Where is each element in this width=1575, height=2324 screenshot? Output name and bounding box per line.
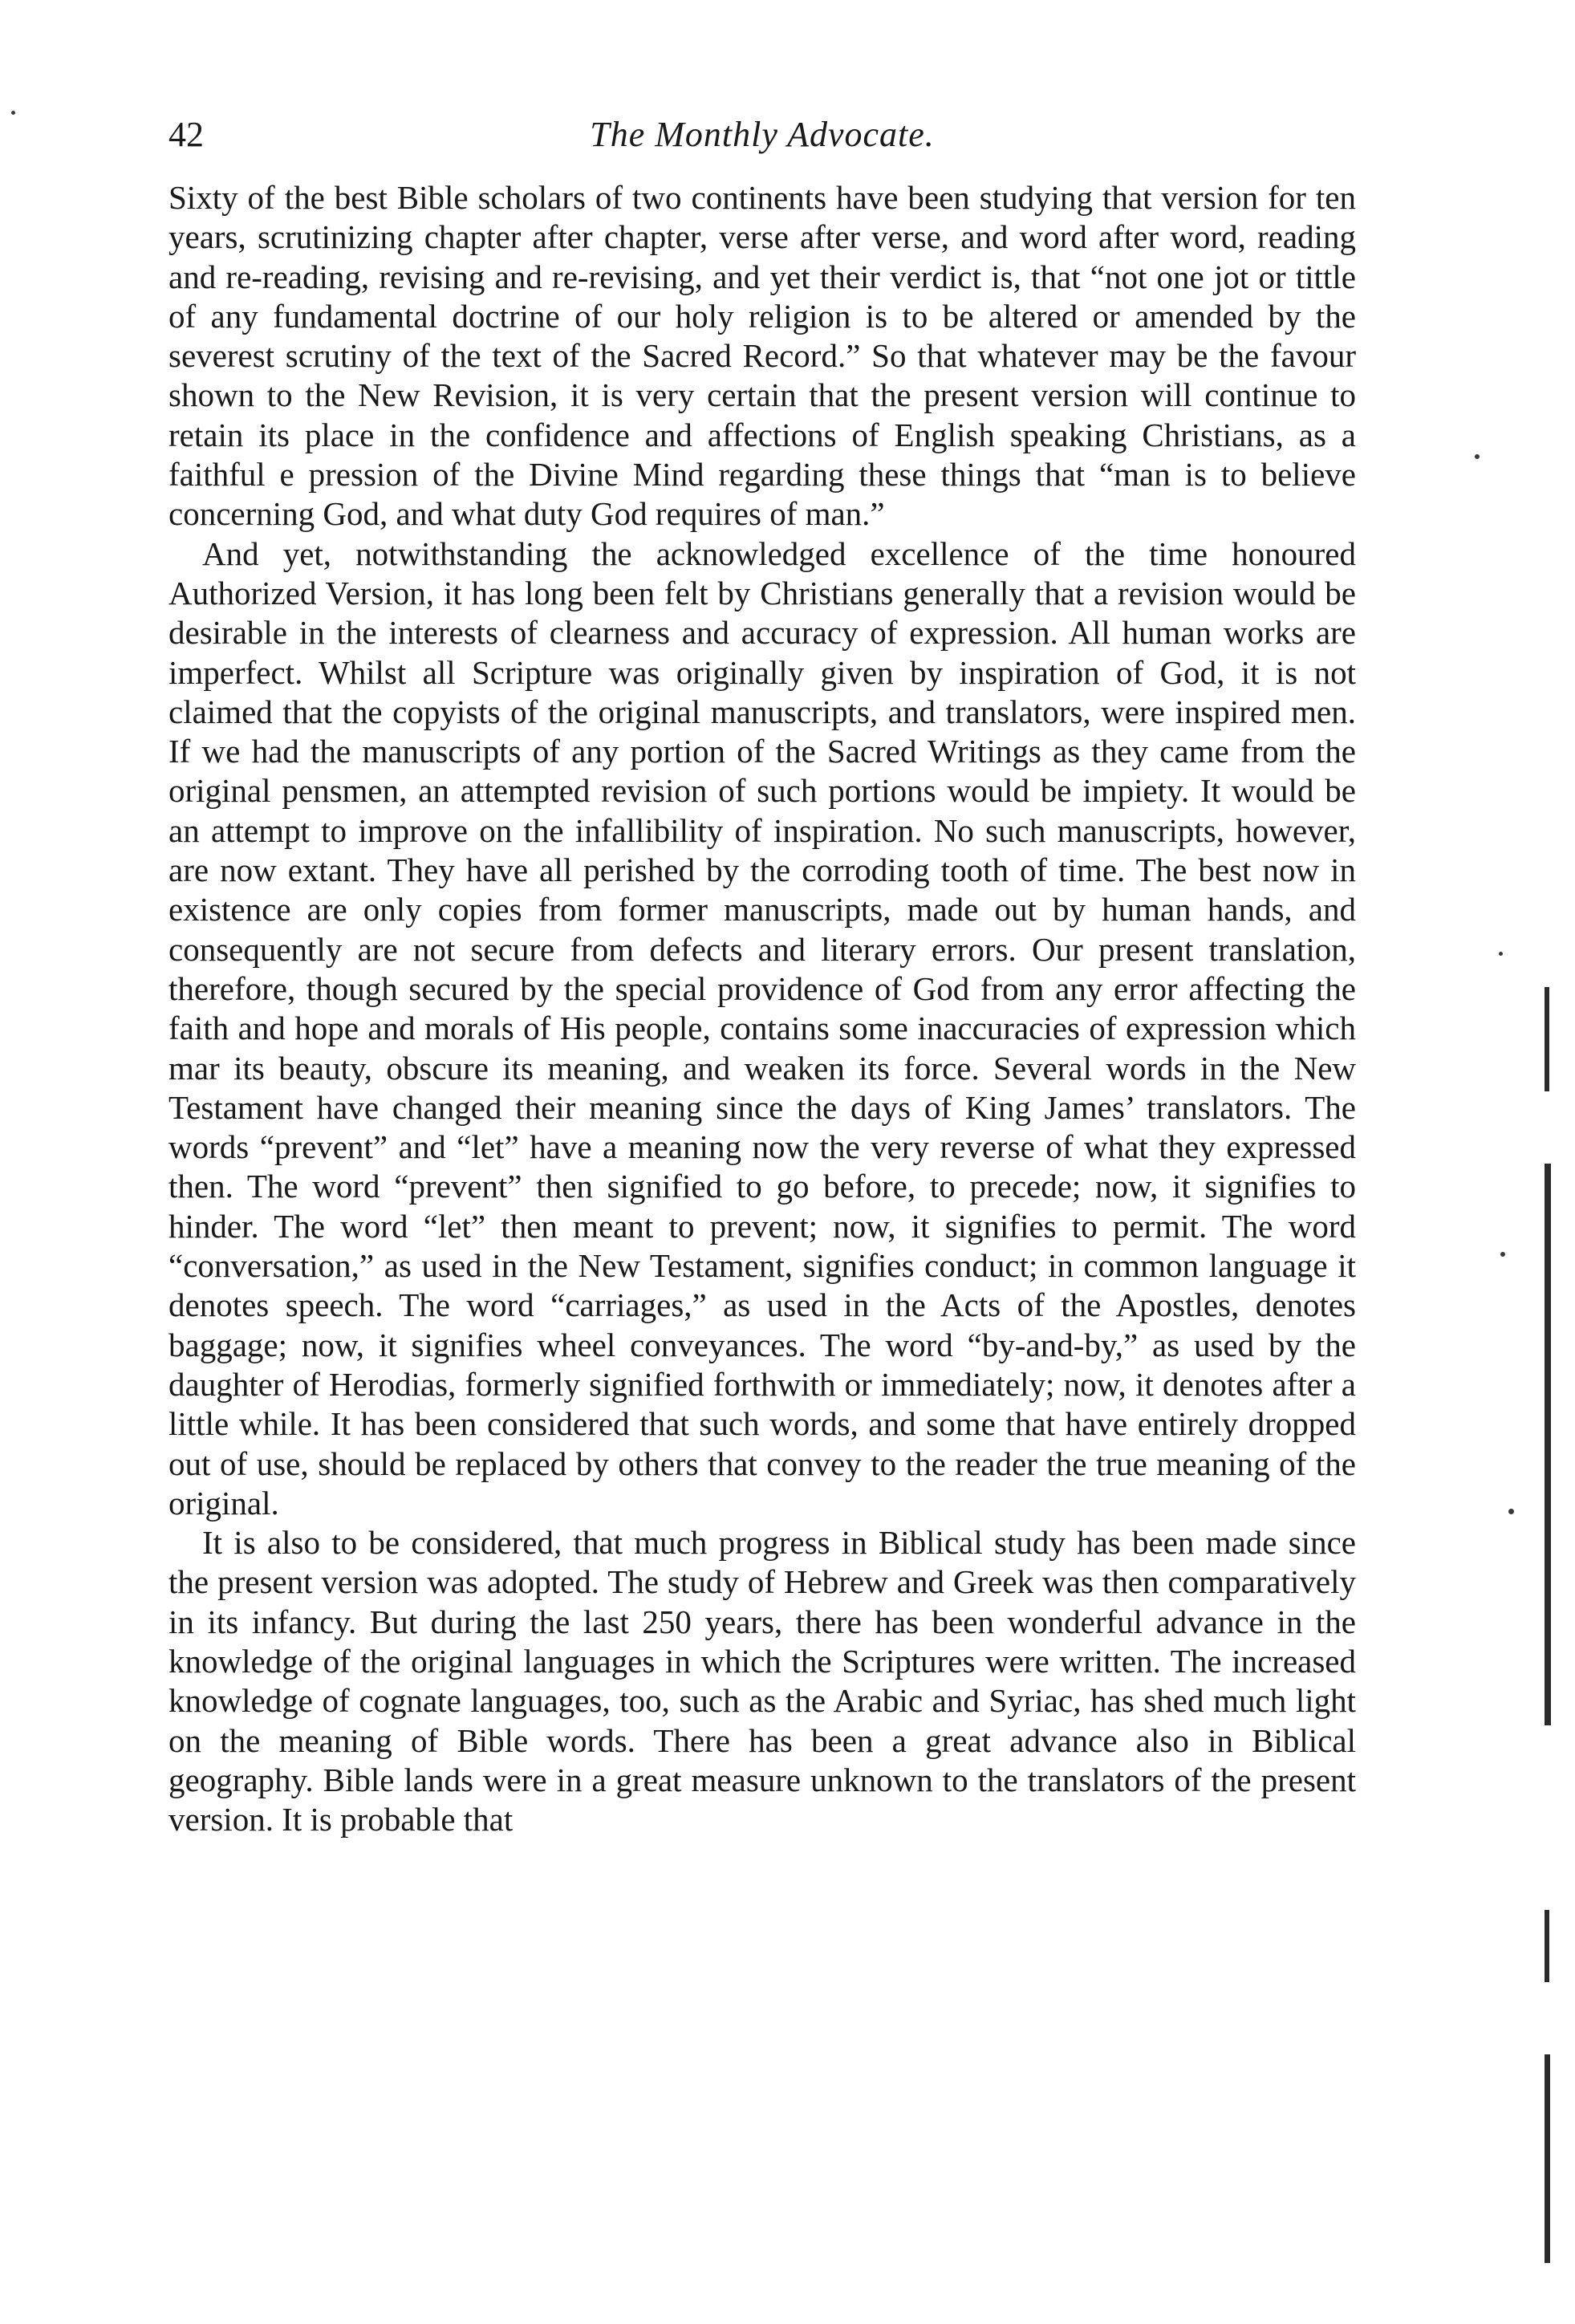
scan-edge-mark (1545, 1164, 1551, 1725)
running-head (168, 111, 1356, 167)
scan-speck (1500, 1252, 1505, 1257)
page-number: 42 (168, 115, 204, 154)
paragraph-1: Sixty of the best Bible scholars of two continents have been studying that version for ten years, scrutinizing chapter after chapter, verse after verse, and word after word, reading and re-reading, revising and re-revising, and yet their verdict is, that “not one jot or tittle of any fundamental doctrine of our holy religion is to be altered or amended by the severest scrutiny of the text of the Sacred Record.” So that whatever may be the favour shown to the New Revision, it is very certain that the present version will continue to retain its place in the confidence and affections of English speaking Christians, as a faithful e pression of the Divine Mind regarding these things that “man is to believe concerning God, and what duty God requires of man.” (168, 179, 1356, 533)
scan-speck (1499, 952, 1503, 956)
scan-speck (11, 111, 15, 115)
article-body (168, 178, 1356, 1839)
scan-edge-mark (1545, 2054, 1550, 2263)
scan-edge-mark (1545, 987, 1549, 1091)
scan-edge-mark (1545, 1910, 1549, 1982)
journal-title: The Monthly Advocate. (590, 115, 935, 154)
paragraph-3: It is also to be considered, that much progress in Biblical study has been made since the present version was adopted. The study of Hebrew and Greek was then comparatively in its infancy. But during the last 250 years, there has been wonderful advance in the knowledge of the original languages in which the Scriptures were written. The increased knowledge of cognate languages, too, such as the Arabic and Syriac, has shed much light on the meaning of Bible words. There has been a great advance also in Biblical geography. Bible lands were in a great measure unknown to the translators of the present version. It is probable that (168, 1524, 1356, 1838)
scan-speck (1508, 1509, 1514, 1514)
scan-speck (1475, 454, 1480, 459)
paragraph-2: And yet, notwithstanding the acknowledged excellence of the time honoured Authorized Version, it has long been felt by Christians generally that a revision would be desirable in the interests of clearness and accuracy of expression. All human works are imperfect. Whilst all Scripture was originally given by inspiration of God, it is not claimed that the copyists of the original manuscripts, and translators, were inspired men. If we had the manuscripts of any portion of the Sacred Writings as they came from the original pensmen, an attempted revision of such portions would be impiety. It would be an attempt to improve on the infallibility of inspiration. No such manuscripts, however, are now extant. They have all perished by the corroding tooth of time. The best now in existence are only copies from former manuscripts, made out by human hands, and consequently are not secure from defects and literary errors. Our present translation, therefore, though secured by the special providence of God from any error affecting the faith and hope and morals of His people, contains some inaccuracies of expression which mar its beauty, obscure its meaning, and weaken its force. Several words in the New Testament have changed their meaning since the days of King James’ translators. The words “prevent” and “let” have a meaning now the very reverse of what they expressed then. The word “prevent” then signified to go before, to precede; now, it signifies to hinder. The word “let” then meant to prevent; now, it signifies to permit. The word “conversation,” as used in the New Testament, signifies conduct; in common language it denotes speech. The word “carriages,” as used in the Acts of the Apostles, denotes baggage; now, it signifies wheel conveyances. The word “by-and-by,” as used by the daughter of Herodias, formerly signified forthwith or immediately; now, it denotes after a little while. It has been considered that such words, and some that have entirely dropped out of use, should be replaced by others that convey to the reader the true meaning of the original. (168, 534, 1356, 1522)
